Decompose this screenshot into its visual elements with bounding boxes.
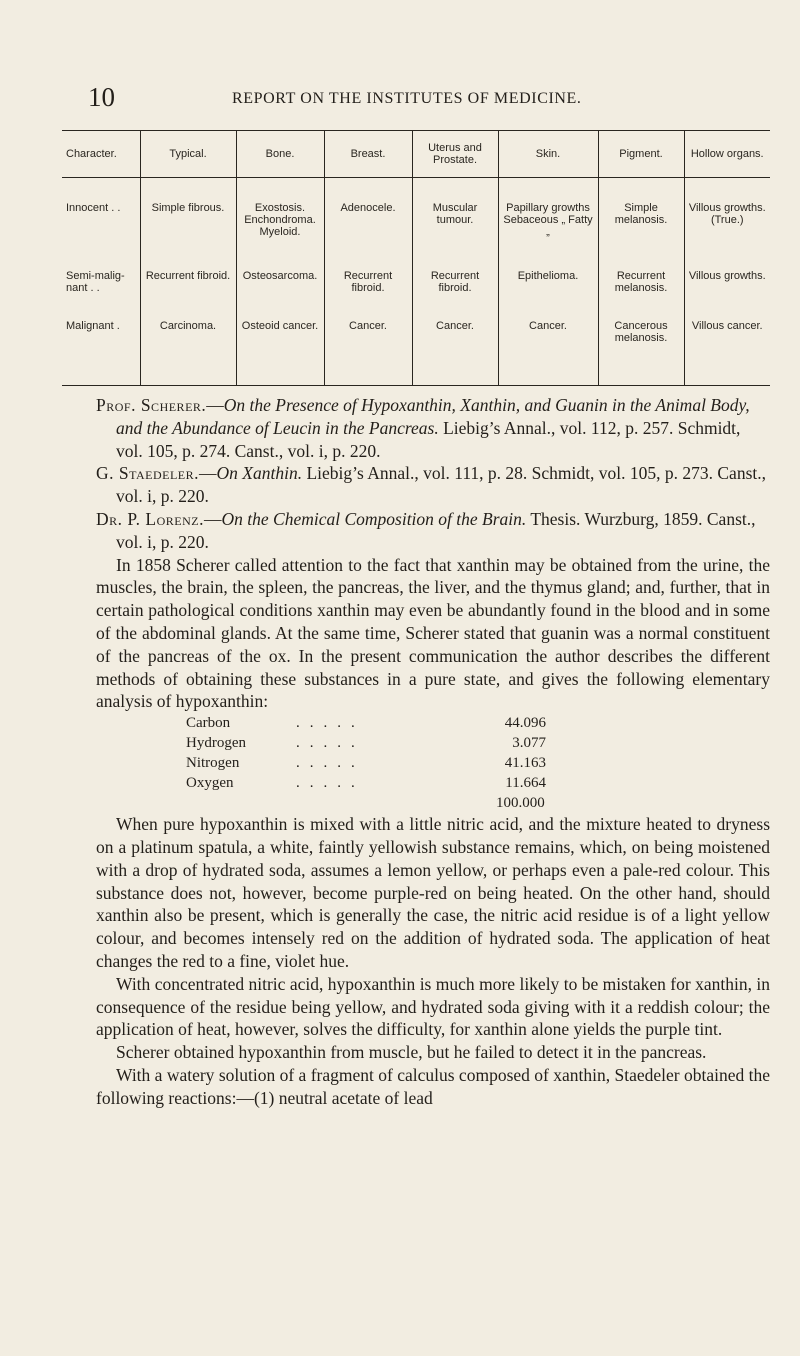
column-header: Character. [62, 131, 140, 178]
page-header [0, 82, 800, 112]
table-cell: Innocent . . [66, 202, 121, 214]
analysis-row: Nitrogen ..... 41.163 [186, 755, 546, 772]
table-header-row [62, 131, 770, 178]
elemental-analysis [186, 713, 546, 793]
column-header: Pigment. [598, 131, 684, 178]
table-cell: Recurrent fibroid. [140, 264, 236, 316]
column-header: Hollow organs. [684, 131, 770, 178]
table-cell: Simple melanosis. [598, 178, 684, 264]
paragraph: With concentrated nitric acid, hypoxanthin is much more likely to be mistaken for xanthin, in consequence of the residue being yellow, and hydrated soda giving with it a reddish colour; the application of heat, however, solves the difficulty, for xanthin alone yields the purple tint. [96, 973, 770, 1040]
table-cell: Muscular tumour. [412, 178, 498, 264]
analysis-row: Hydrogen ..... 3.077 [186, 735, 546, 752]
column-header: Breast. [324, 131, 412, 178]
page-number: 10 [88, 82, 115, 112]
table-row [62, 178, 770, 264]
table-cell: Recurrent melanosis. [598, 264, 684, 316]
running-title: REPORT ON THE INSTITUTES OF MEDICINE. [232, 90, 582, 107]
reference-scherer: Prof. Scherer.—On the Presence of Hypoxanthin, Xanthin, and Guanin in the Animal Body, and the Abundance of Leucin in the Pancreas. Liebig’s Annal., vol. 112, p. 257. Schmidt, vol. 105, p. 274. Canst., vol. i, p. 220. [96, 395, 750, 461]
column-header: Skin. [498, 131, 598, 178]
column-header: Bone. [236, 131, 324, 178]
table-cell: Cancerous melanosis. [598, 316, 684, 386]
table-cell: Epithelioma. [498, 264, 598, 316]
table-cell: Exostosis. Enchondroma. Myeloid. [236, 178, 324, 264]
table-cell: Villous growths. [684, 264, 770, 316]
reference-staedeler: G. Staedeler.—On Xanthin. Liebig’s Annal., vol. 111, p. 28. Schmidt, vol. 105, p. 273. Canst., vol. i, p. 220. [96, 463, 766, 507]
table-cell: Osteoid cancer. [236, 316, 324, 386]
table-row [62, 264, 770, 316]
analysis-total: 100.000 [496, 795, 545, 812]
table-cell: Recurrent fibroid. [324, 264, 412, 316]
table-cell: Recurrent fibroid. [412, 264, 498, 316]
analysis-row: Oxygen ..... 11.664 [186, 775, 546, 792]
table-cell: Cancer. [498, 316, 598, 386]
paragraph: When pure hypoxanthin is mixed with a little nitric acid, and the mixture heated to dryness on a platinum spatula, a white, faintly yellowish substance remains, which, on being moistened with a drop of hydrated soda, assumes a lemon yellow, or perhaps even a pale-red colour. This substance does not, however, become purple-red on being heated. On the other hand, should xanthin also be present, which is generally the case, the nitric acid residue is of a light yellow colour, and becomes intensely red on the addition of hydrated soda. The application of heat changes the red to a fine, violet hue. [96, 814, 770, 971]
table-cell: Semi-malig-nant . . [66, 269, 125, 294]
column-header: Typical. [140, 131, 236, 178]
paragraph: Scherer obtained hypoxanthin from muscle, but he failed to detect it in the pancreas. [116, 1042, 707, 1063]
table-cell: Cancer. [324, 316, 412, 386]
table-cell: Villous growths. (True.) [684, 178, 770, 264]
classification-table [62, 130, 770, 386]
table-row [62, 316, 770, 386]
column-header: Uterus and Prostate. [412, 131, 498, 178]
reference-lorenz: Dr. P. Lorenz.—On the Chemical Composition of the Brain. Thesis. Wurzburg, 1859. Canst., vol. i, p. 220. [96, 508, 756, 552]
analysis-row: Carbon ..... 44.096 [186, 715, 546, 732]
table-cell: Villous cancer. [684, 316, 770, 386]
table-cell: Simple fibrous. [140, 178, 236, 264]
table-cell: Osteosarcoma. [236, 264, 324, 316]
body-text [96, 394, 770, 1110]
paragraph: In 1858 Scherer called attention to the fact that xanthin may be obtained from the urine, the muscles, the brain, the spleen, the pancreas, the liver, and the thymus gland; and, further, that in certain pathological conditions xanthin may even be abundantly found in the blood and in some of the abdominal glands. At the same time, Scherer stated that guanin was a normal constituent of the pancreas of the ox. In the present communication the author describes the different methods of obtaining these substances in a pure state, and gives the following elementary analysis of hypoxanthin: [96, 554, 770, 712]
table-cell: Malignant . [66, 319, 120, 332]
paragraph: With a watery solution of a fragment of calculus composed of xanthin, Staedeler obtained the following reactions:—(1) neutral acetate of lead [96, 1064, 770, 1108]
table-cell: Adenocele. [324, 178, 412, 264]
table-cell: Carcinoma. [140, 316, 236, 386]
table-cell: Cancer. [412, 316, 498, 386]
table-cell: Papillary growths Sebaceous „ Fatty „ [498, 178, 598, 264]
